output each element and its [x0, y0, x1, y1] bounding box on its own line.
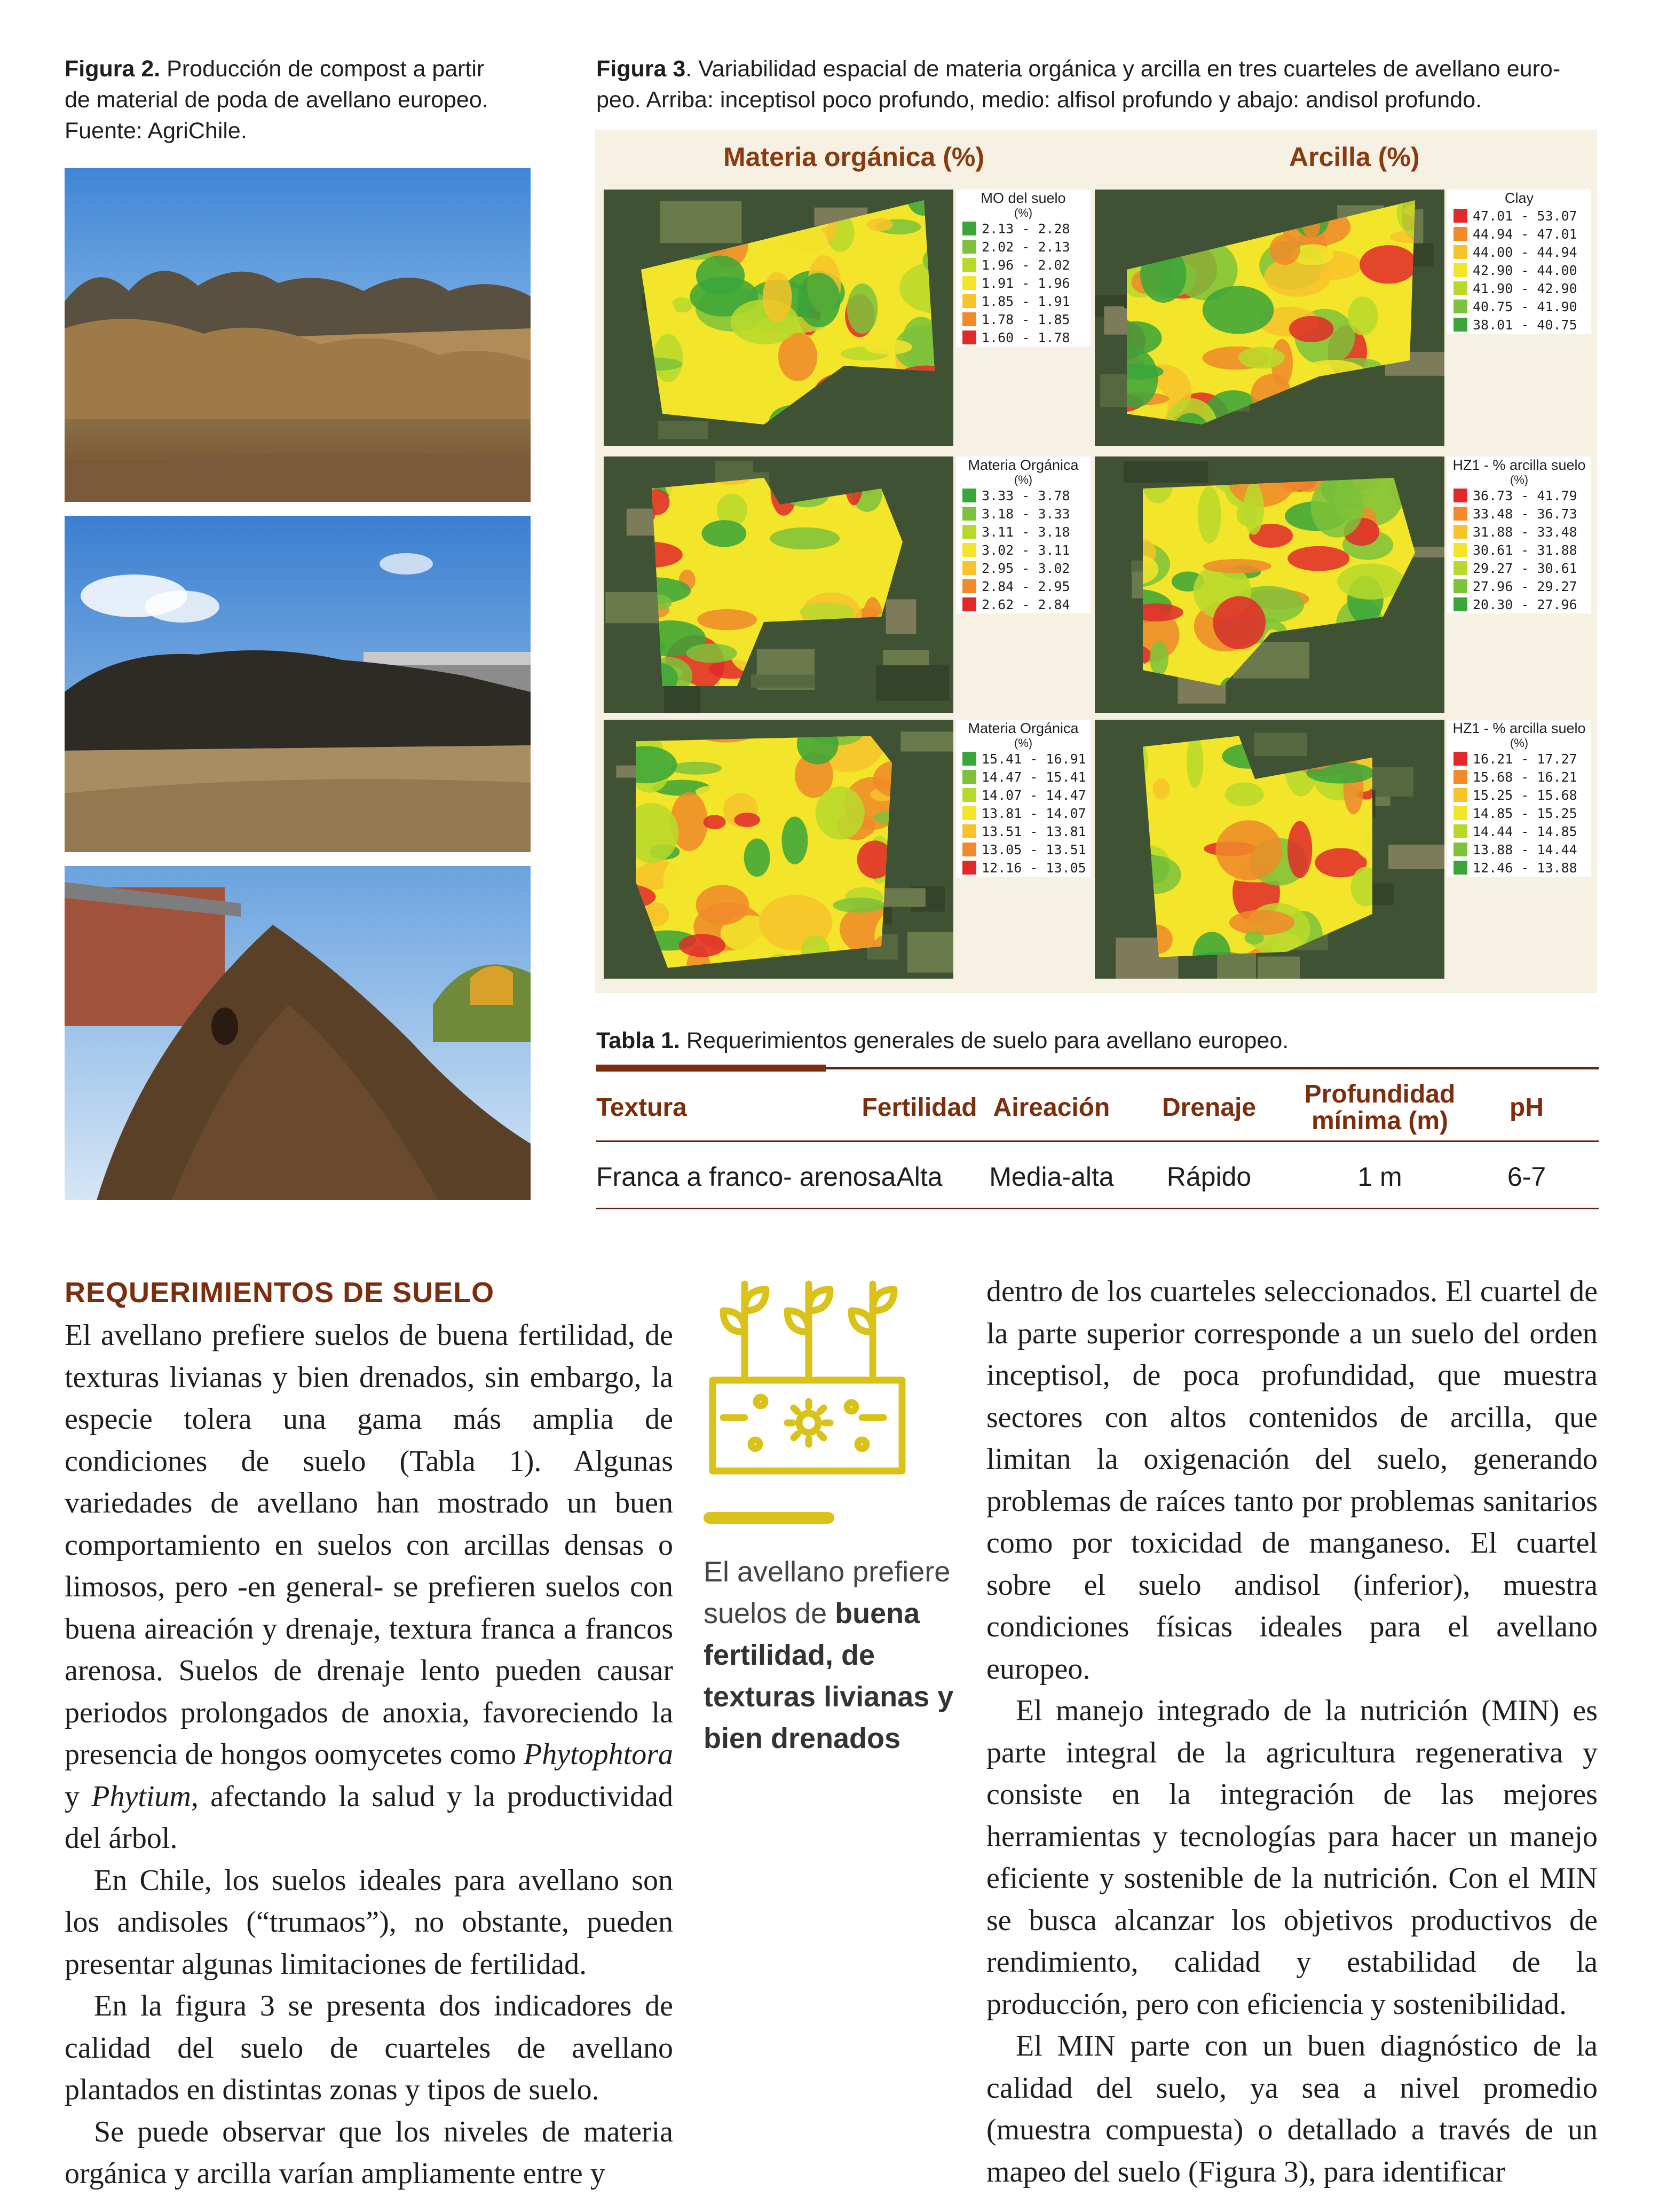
- legend-row: [956, 768, 1091, 786]
- legend-range: 2.13 - 2.28: [982, 221, 1070, 237]
- figura2-line1: Producción de compost a partir: [167, 56, 485, 82]
- legend-unit: (%): [1510, 736, 1529, 750]
- legend-swatch: [962, 294, 976, 308]
- legend-swatch: [1453, 788, 1467, 802]
- figura2-line3: Fuente: AgriChile.: [65, 118, 247, 144]
- legend-range: 13.81 - 14.07: [982, 805, 1086, 821]
- map-mo-inceptisol: [604, 190, 953, 446]
- header-profundidad: Profundidad mínima (m): [1304, 1080, 1456, 1135]
- legend-unit: (%): [1510, 473, 1529, 486]
- legend-swatch: [962, 806, 976, 820]
- legend-range: 44.00 - 44.94: [1473, 244, 1577, 260]
- legend-swatch: [1453, 824, 1467, 838]
- legend-row: [956, 523, 1091, 541]
- legend-row: [956, 505, 1091, 523]
- legend-range: 2.95 - 3.02: [982, 560, 1070, 576]
- body-column-3: [986, 1271, 1598, 2193]
- cell-fertilidad: Alta: [896, 1162, 943, 1192]
- legend-row: [1447, 577, 1591, 595]
- legend-swatch: [962, 579, 976, 593]
- legend-row: [1447, 786, 1591, 804]
- legend-row: [956, 822, 1091, 840]
- legend-swatch: [962, 240, 976, 254]
- legend-range: 30.61 - 31.88: [1473, 542, 1577, 558]
- legend-row: [956, 274, 1091, 292]
- legend-range: 2.84 - 2.95: [982, 578, 1070, 594]
- legend-swatch: [1453, 300, 1467, 313]
- legend-swatch: [1453, 209, 1467, 223]
- legend-row: [956, 786, 1091, 804]
- tabla1-caption: [596, 1025, 1289, 1056]
- col1-paragraph-2: En Chile, los suelos ideales para avellano son los andisoles (“trumaos”), no obstante, pueden presentar algunas limitaciones de fertilidad.: [65, 1863, 673, 1981]
- legend-row: [1447, 316, 1591, 334]
- photo-pruning-piles: [65, 168, 531, 502]
- legend-swatch: [1453, 245, 1467, 259]
- legend-range: 33.48 - 36.73: [1473, 506, 1577, 522]
- legend-title: Clay: [1504, 190, 1534, 206]
- cell-profundidad: 1 m: [1357, 1162, 1402, 1192]
- legend-swatch: [1453, 752, 1467, 766]
- legend-range: 2.02 - 2.13: [982, 239, 1070, 255]
- legend-mo-andisol: [956, 720, 1091, 877]
- legend-swatch: [962, 597, 976, 611]
- legend-range: 14.47 - 15.41: [982, 769, 1086, 785]
- col3-paragraph-3: El MIN parte con un buen diagnóstico de la calidad del suelo, ya sea a nivel promedio (muestra compuesta) o detallado a través de un mapeo del suelo (Figura 3), para identificar: [986, 2029, 1598, 2189]
- tabla1-label: Tabla 1.: [596, 1028, 680, 1053]
- legend-row: [1447, 243, 1591, 261]
- col1-paragraph-4: Se puede observar que los niveles de materia orgánica y arcilla varían ampliamente entre y: [65, 2115, 673, 2190]
- photo-compost-heap: [65, 866, 531, 1200]
- section-title: REQUERIMIENTOS DE SUELO: [65, 1277, 495, 1309]
- map-arcilla-alfisol: [1095, 456, 1444, 713]
- header-ph: pH: [1510, 1093, 1544, 1122]
- legend-range: 3.02 - 3.11: [982, 542, 1070, 558]
- legend-swatch: [962, 543, 976, 557]
- legend-range: 1.91 - 1.96: [982, 275, 1070, 291]
- legend-range: 1.85 - 1.91: [982, 293, 1070, 309]
- legend-swatch: [962, 507, 976, 521]
- legend-title: HZ1 - % arcilla suelo: [1452, 457, 1586, 473]
- legend-range: 27.96 - 29.27: [1473, 578, 1577, 594]
- legend-swatch: [1453, 561, 1467, 575]
- legend-swatch: [1453, 806, 1467, 820]
- legend-row: [956, 577, 1091, 595]
- col1-paragraph-3: En la figura 3 se presenta dos indicadores de calidad del suelo de cuarteles de avellano plantados en distintas zonas y tipos de suelo.: [65, 1989, 673, 2106]
- legend-swatch: [1453, 770, 1467, 784]
- legend-row: [1447, 207, 1591, 225]
- table-top-accent: [596, 1065, 826, 1072]
- legend-range: 13.51 - 13.81: [982, 823, 1086, 839]
- legend-row: [1447, 859, 1591, 877]
- legend-row: [956, 310, 1091, 328]
- plant-soil-sun-icon: [702, 1273, 913, 1482]
- pullquote-bold: buena fertilidad, de texturas livianas y bien drenados: [704, 1597, 954, 1754]
- legend-swatch: [1453, 843, 1467, 856]
- legend-swatch: [1453, 507, 1467, 521]
- legend-row: [956, 486, 1091, 505]
- legend-row: [1447, 595, 1591, 613]
- legend-swatch: [962, 752, 976, 766]
- legend-range: 12.46 - 13.88: [1473, 860, 1577, 876]
- legend-range: 15.41 - 16.91: [982, 751, 1086, 767]
- legend-row: [956, 840, 1091, 859]
- legend-row: [956, 238, 1091, 256]
- legend-row: [1447, 822, 1591, 840]
- legend-range: 13.88 - 14.44: [1473, 841, 1577, 857]
- legend-range: 1.78 - 1.85: [982, 311, 1070, 327]
- legend-swatch: [962, 788, 976, 802]
- header-textura: Textura: [596, 1093, 687, 1122]
- figura3-label: Figura 3: [596, 56, 686, 82]
- legend-row: [1447, 559, 1591, 577]
- figura3-line1: . Variabilidad espacial de materia orgánica y arcilla en tres cuarteles de avellano euro-: [685, 56, 1561, 82]
- legend-row: [1447, 541, 1591, 559]
- legend-row: [1447, 225, 1591, 243]
- legend-range: 13.05 - 13.51: [982, 841, 1086, 857]
- cell-drenaje: Rápido: [1166, 1162, 1252, 1192]
- legend-range: 3.11 - 3.18: [982, 524, 1070, 540]
- legend-range: 1.60 - 1.78: [982, 329, 1070, 345]
- figura3-caption: [596, 53, 1600, 115]
- legend-swatch: [1453, 318, 1467, 332]
- legend-unit: (%): [1014, 473, 1033, 486]
- legend-row: [956, 256, 1091, 274]
- legend-swatch: [1453, 263, 1467, 277]
- figura2-line2: de material de poda de avellano europeo.: [65, 87, 488, 113]
- legend-row: [956, 328, 1091, 347]
- legend-arcilla-inceptisol: [1447, 190, 1591, 334]
- figura3-line2: peo. Arriba: inceptisol poco profundo, medio: alfisol profundo y abajo: andisol profundo.: [596, 87, 1482, 113]
- col1-paragraph-1: El avellano prefiere suelos de buena fertilidad, de texturas livianas y bien drenados, sin embargo, la especie tolera una gama más amplia de condiciones de suelo (Tabla 1). Algunas variedades de avellano han mostrado un buen comportamiento en suelos con arcillas densas o limosos, pero -en general- se prefieren suelos con buena aireación y drenaje, textura franca a francos arenosa. Suelos de drenaje lento pueden causar periodos prolongados de anoxia, favoreciendo la presencia de hongos oomycetes como Phytophtora y Phytium, afectando la salud y la productividad del árbol.: [65, 1319, 674, 1855]
- legend-range: 44.94 - 47.01: [1473, 226, 1577, 242]
- legend-unit: (%): [1014, 736, 1033, 750]
- legend-row: [1447, 261, 1591, 279]
- figura2-label: Figura 2.: [65, 56, 161, 82]
- legend-mo-inceptisol: [956, 190, 1091, 347]
- figura2-caption: [65, 53, 545, 146]
- legend-range: 20.30 - 27.96: [1473, 596, 1577, 612]
- legend-row: [956, 292, 1091, 310]
- legend-range: 29.27 - 30.61: [1473, 560, 1577, 576]
- photo-compost-windrow: [65, 516, 531, 852]
- legend-range: 14.07 - 14.47: [982, 787, 1086, 803]
- figura3-maps-panel: [595, 130, 1597, 993]
- map-arcilla-andisol: [1095, 720, 1444, 979]
- legend-range: 15.25 - 15.68: [1473, 787, 1577, 803]
- legend-swatch: [1453, 227, 1467, 241]
- legend-swatch: [1453, 597, 1467, 611]
- legend-row: [956, 804, 1091, 822]
- cell-ph: 6-7: [1507, 1162, 1546, 1192]
- legend-swatch: [962, 276, 976, 290]
- legend-range: 40.75 - 41.90: [1473, 298, 1577, 314]
- legend-row: [1447, 486, 1591, 505]
- cell-aireacion: Media-alta: [989, 1162, 1114, 1192]
- legend-swatch: [1453, 543, 1467, 557]
- legend-swatch: [1453, 579, 1467, 593]
- legend-swatch: [962, 861, 976, 875]
- header-fertilidad: Fertilidad: [862, 1093, 977, 1122]
- legend-swatch: [962, 330, 976, 344]
- legend-range: 1.96 - 2.02: [982, 257, 1070, 273]
- legend-swatch: [962, 312, 976, 326]
- legend-range: 47.01 - 53.07: [1473, 208, 1577, 224]
- header-aireacion: Aireación: [993, 1093, 1110, 1122]
- cell-textura: Franca a franco- arenosa: [596, 1162, 896, 1192]
- legend-arcilla-alfisol: [1447, 456, 1591, 613]
- legend-swatch: [962, 525, 976, 539]
- legend-row: [956, 541, 1091, 559]
- col3-paragraph-1: dentro de los cuarteles seleccionados. El cuartel de la parte superior corresponde a un suelo del orden inceptisol, de poca profundidad, que muestra sectores con altos contenidos de arcilla, que limitan la oxigenación del suelo, generando problemas de raíces tanto por problemas sanitarios como por toxicidad de manganeso. El cuartel sobre el suelo andisol (inferior), muestra condiciones físicas ideales para el avellano europeo.: [986, 1275, 1598, 1686]
- legend-swatch: [962, 770, 976, 784]
- legend-range: 3.33 - 3.78: [982, 487, 1070, 503]
- legend-row: [956, 595, 1091, 613]
- header-drenaje: Drenaje: [1162, 1093, 1257, 1122]
- legend-range: 41.90 - 42.90: [1473, 280, 1577, 296]
- legend-row: [956, 219, 1091, 238]
- legend-arcilla-andisol: [1447, 720, 1591, 877]
- tabla1-caption-text: Requerimientos generales de suelo para avellano europeo.: [680, 1028, 1289, 1053]
- legend-range: 31.88 - 33.48: [1473, 524, 1577, 540]
- col3-paragraph-2: El manejo integrado de la nutrición (MIN) es parte integral de la agricultura regenerativa y consiste en la integración de las mejores herramientas y tecnologías para hacer un manejo eficiente y sostenible de la nutrición. Con el MIN se busca alcanzar los objetivos productivos de rendimiento, calidad y estabilidad de la producción, pero con eficiencia y sostenibilidad.: [986, 1694, 1598, 2021]
- legend-swatch: [962, 489, 976, 502]
- map-mo-andisol: [604, 720, 953, 979]
- legend-title: HZ1 - % arcilla suelo: [1452, 720, 1586, 736]
- legend-range: 3.18 - 3.33: [982, 506, 1070, 522]
- legend-swatch: [962, 843, 976, 856]
- legend-title: Materia Orgánica: [968, 720, 1079, 736]
- legend-swatch: [1453, 861, 1467, 875]
- legend-row: [1447, 750, 1591, 768]
- legend-range: 14.44 - 14.85: [1473, 823, 1577, 839]
- legend-swatch: [1453, 281, 1467, 295]
- legend-row: [956, 859, 1091, 877]
- map-arcilla-inceptisol: [1095, 190, 1444, 446]
- legend-row: [956, 559, 1091, 577]
- legend-row: [1447, 505, 1591, 523]
- pullquote-rule: [704, 1512, 834, 1524]
- legend-range: 42.90 - 44.00: [1473, 262, 1577, 278]
- legend-swatch: [1453, 525, 1467, 539]
- legend-swatch: [962, 222, 976, 235]
- body-column-1: [65, 1314, 673, 2195]
- legend-range: 16.21 - 17.27: [1473, 751, 1577, 767]
- legend-range: 2.62 - 2.84: [982, 596, 1070, 612]
- legend-row: [1447, 279, 1591, 297]
- phytium-term: Phytium: [91, 1780, 191, 1813]
- legend-swatch: [962, 258, 976, 272]
- legend-row: [1447, 804, 1591, 822]
- legend-range: 14.85 - 15.25: [1473, 805, 1577, 821]
- legend-row: [956, 750, 1091, 768]
- pullquote-text: El avellano prefiere suelos de buena fertilidad, de texturas livianas y bien drenados: [704, 1556, 954, 1754]
- table-bottom-rule: [596, 1208, 1599, 1209]
- materia-organica-heading: Materia orgánica (%): [723, 142, 985, 172]
- legend-unit: (%): [1014, 206, 1033, 219]
- legend-swatch: [1453, 489, 1467, 502]
- legend-row: [1447, 768, 1591, 786]
- legend-title: MO del suelo: [981, 190, 1066, 206]
- legend-row: [1447, 297, 1591, 316]
- legend-mo-alfisol: [956, 456, 1091, 613]
- legend-title: Materia Orgánica: [968, 457, 1079, 473]
- map-mo-alfisol: [604, 456, 953, 713]
- legend-swatch: [962, 561, 976, 575]
- legend-range: 12.16 - 13.05: [982, 860, 1086, 876]
- table-header-rule: [596, 1140, 1599, 1142]
- legend-swatch: [962, 824, 976, 838]
- arcilla-heading: Arcilla (%): [1289, 142, 1420, 172]
- legend-row: [1447, 523, 1591, 541]
- legend-range: 36.73 - 41.79: [1473, 487, 1577, 503]
- legend-row: [1447, 840, 1591, 859]
- legend-range: 15.68 - 16.21: [1473, 769, 1577, 785]
- legend-range: 38.01 - 40.75: [1473, 317, 1577, 333]
- phytophtora-term: Phytophtora: [524, 1738, 673, 1771]
